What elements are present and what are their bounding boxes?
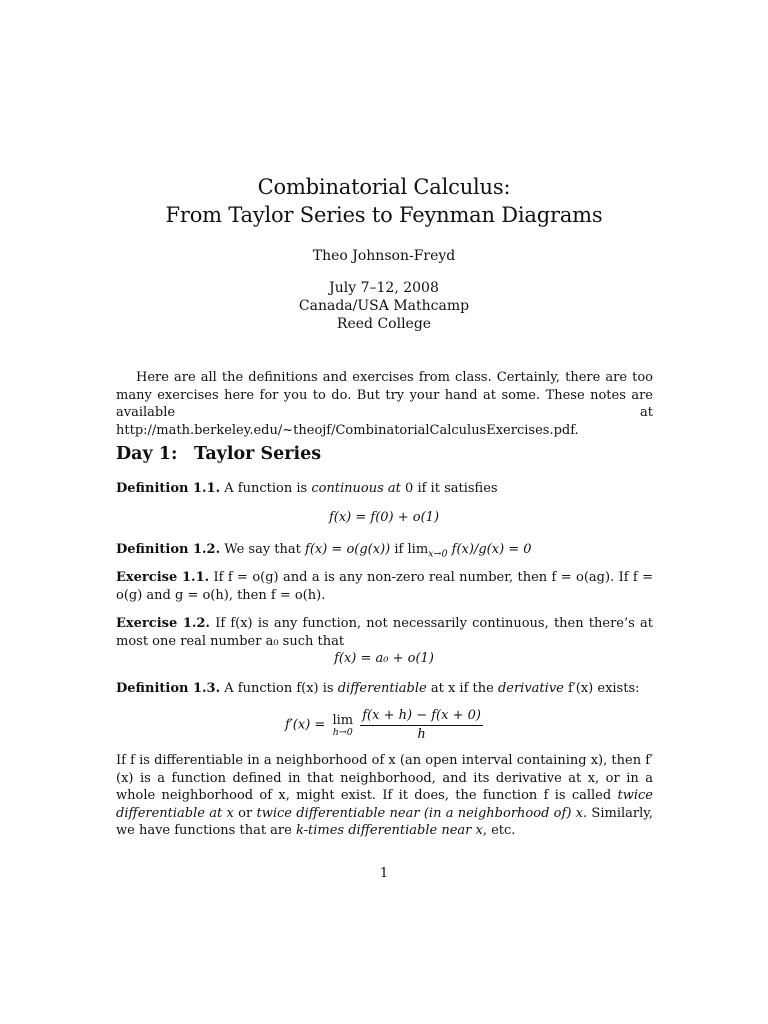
- definition-label: Definition 1.2.: [116, 542, 221, 557]
- page-number: 1: [379, 866, 389, 881]
- intro-paragraph: [116, 369, 653, 439]
- definition-text: 0 if it satisfies: [405, 481, 498, 496]
- title-line-1: Combinatorial Calculus:: [257, 175, 511, 199]
- definition-1-1: [116, 480, 653, 498]
- intro-url[interactable]: http://math.berkeley.edu/~theojf/CombinatorialCalculusExercises.pdf.: [116, 422, 579, 438]
- fraction-numerator: f(x + h) − f(x + 0): [360, 708, 483, 726]
- definition-1-3: [116, 680, 653, 698]
- definition-label: Definition 1.1.: [116, 481, 221, 496]
- exercise-label: Exercise 1.2.: [116, 616, 210, 631]
- paragraph-emphasis: twice differentiable near (in a neighborhood of) x: [256, 805, 584, 821]
- venue: Canada/USA Mathcamp: [298, 298, 470, 314]
- section-number: Day 1:: [116, 444, 178, 464]
- exercise-1-1: [116, 569, 653, 604]
- institution: Reed College: [336, 316, 432, 332]
- section-heading: [116, 444, 321, 464]
- paragraph-text: , etc.: [482, 823, 516, 838]
- author: Theo Johnson-Freyd: [312, 248, 456, 264]
- definition-text: if: [394, 542, 404, 557]
- definition-emphasis: differentiable: [337, 681, 427, 696]
- fraction-denominator: h: [417, 727, 426, 742]
- definition-text: f′(x) exists:: [568, 681, 640, 696]
- definition-emphasis: continuous at: [311, 481, 401, 496]
- equation-continuity: f(x) = f(0) + o(1): [328, 510, 440, 525]
- exercise-1-2: [116, 615, 653, 650]
- definition-label: Definition 1.3.: [116, 681, 221, 696]
- section-title: Taylor Series: [194, 444, 322, 464]
- definition-text: A function is: [224, 481, 308, 496]
- paragraph-text: or: [238, 805, 253, 821]
- derivative-lhs: f′(x) =: [285, 717, 326, 733]
- inline-math: f(x) = o(g(x)): [305, 542, 391, 557]
- date: July 7–12, 2008: [329, 280, 439, 296]
- exercise-label: Exercise 1.1.: [116, 570, 210, 585]
- intro-text: Here are all the definitions and exercises from class. Certainly, there are too many exercises here for you to do. But try your hand at some. These notes are available at: [116, 370, 653, 420]
- derivative-limit: [332, 713, 353, 738]
- definition-text: at x if the: [430, 681, 494, 696]
- definition-1-2: [116, 541, 653, 563]
- limit-subscript: x→0: [428, 548, 448, 560]
- limit-subscript: h→0: [332, 726, 353, 738]
- inline-math: f(x)/g(x) = 0: [451, 542, 532, 557]
- inline-limit: [407, 542, 448, 560]
- title-line-2: From Taylor Series to Feynman Diagrams: [165, 203, 603, 227]
- equation-limit-uniqueness: f(x) = a₀ + o(1): [334, 651, 434, 666]
- derivative-fraction: [360, 708, 483, 742]
- paragraph-emphasis: k-times differentiable near x: [295, 823, 483, 838]
- paragraph-text: . Similarly, we have functions that are: [116, 805, 654, 838]
- paragraph-emphasis: twice differentiable at x: [116, 788, 653, 821]
- definition-text: We say that: [224, 542, 301, 557]
- definition-emphasis: derivative: [497, 681, 564, 696]
- exercise-text: If f(x) is any function, not necessarily continuous, then there’s at most one real number a₀ such that: [116, 616, 653, 649]
- definition-text: A function f(x) is: [224, 681, 334, 696]
- exercise-text: If f = o(g) and a is any non-zero real number, then f = o(ag). If f = o(g) and g = o(h), then f = o(h).: [116, 570, 653, 603]
- limit-operator: lim: [407, 542, 429, 557]
- paragraph-text: If f is differentiable in a neighborhood of x (an open interval containing x), then f′(x) is a function defined in that neighborhood, and its derivative at x, or in a whole neighborhood of x, might exist. If it does, the function f is called: [116, 753, 653, 803]
- paragraph-higher-derivatives: [116, 752, 653, 840]
- equation-derivative: [0, 708, 768, 742]
- limit-operator: lim: [332, 712, 354, 728]
